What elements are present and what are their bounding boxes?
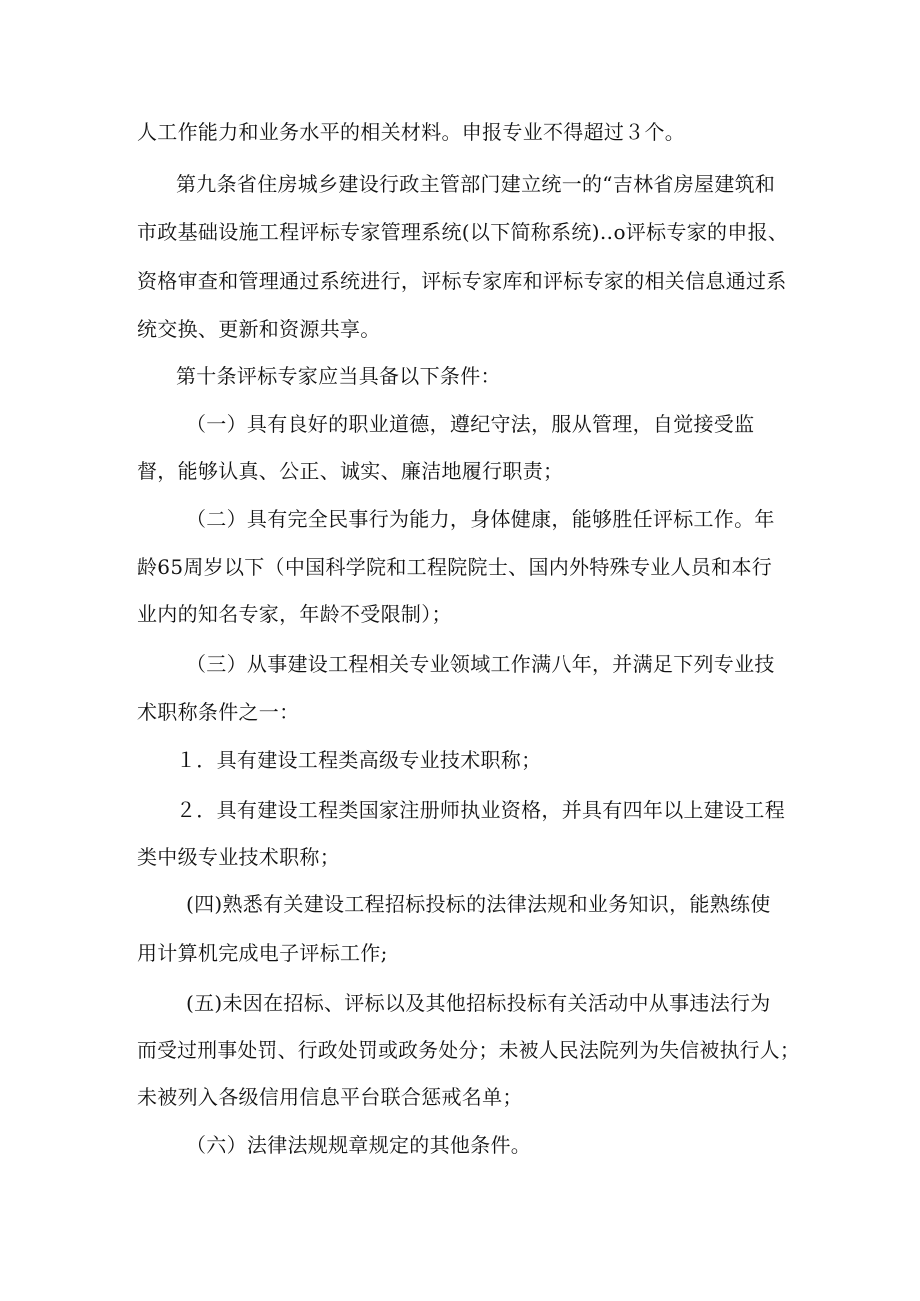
paragraph-line: （一）具有良好的职业道德，遵纪守法，服从管理，自觉接受监 — [186, 412, 755, 436]
paragraph-line: 类中级专业技术职称； — [137, 845, 340, 869]
paragraph-line: （六）法律法规规章规定的其他条件。 — [186, 1133, 532, 1157]
paragraph-line: 第十条评标专家应当具备以下条件： — [176, 364, 501, 388]
paragraph-line: 龄65周岁以下（中国科学院和工程院院士、国内外特殊专业人员和本行 — [137, 555, 773, 579]
paragraph-line: 而受过刑事处罚、行政处罚或政务处分；未被人民法院列为失信被执行人； — [137, 1038, 800, 1062]
paragraph-line: 业内的知名专家，年龄不受限制）； — [137, 602, 452, 626]
paragraph-line: （二）具有完全民事行为能力，身体健康，能够胜任评标工作。年 — [186, 507, 775, 531]
paragraph-line: 资格审查和管理通过系统进行，评标专家库和评标专家的相关信息通过系 — [137, 269, 787, 293]
paragraph-line: １．具有建设工程类高级专业技术职称； — [176, 748, 542, 772]
paragraph-line: 统交换、更新和资源共享。 — [137, 317, 381, 341]
paragraph-line: （三）从事建设工程相关专业领域工作满八年，并满足下列专业技 — [186, 652, 775, 676]
paragraph-line: ２．具有建设工程类国家注册师执业资格，并具有四年以上建设工程 — [176, 798, 785, 822]
paragraph-line: 用计算机完成电子评标工作; — [137, 941, 388, 965]
paragraph-line: 督，能够认真、公正、诚实、廉洁地履行职责； — [137, 459, 564, 483]
paragraph-line: 第九条省住房城乡建设行政主管部门建立统一的“吉林省房屋建筑和 — [176, 172, 776, 196]
paragraph-line: 市政基础设施工程评标专家管理系统(以下简称系统)‥o评标专家的申报、 — [137, 220, 789, 244]
paragraph-line: (五)未因在招标、评标以及其他招标投标有关活动中从事违法行为 — [186, 991, 771, 1015]
paragraph-line: 未被列入各级信用信息平台联合惩戒名单； — [137, 1085, 523, 1109]
paragraph-line: (四)熟悉有关建设工程招标投标的法律法规和业务知识，能熟练使 — [186, 892, 771, 916]
paragraph-line: 人工作能力和业务水平的相关材料。申报专业不得超过３个。 — [137, 120, 686, 144]
paragraph-line: 术职称条件之一： — [137, 700, 300, 724]
